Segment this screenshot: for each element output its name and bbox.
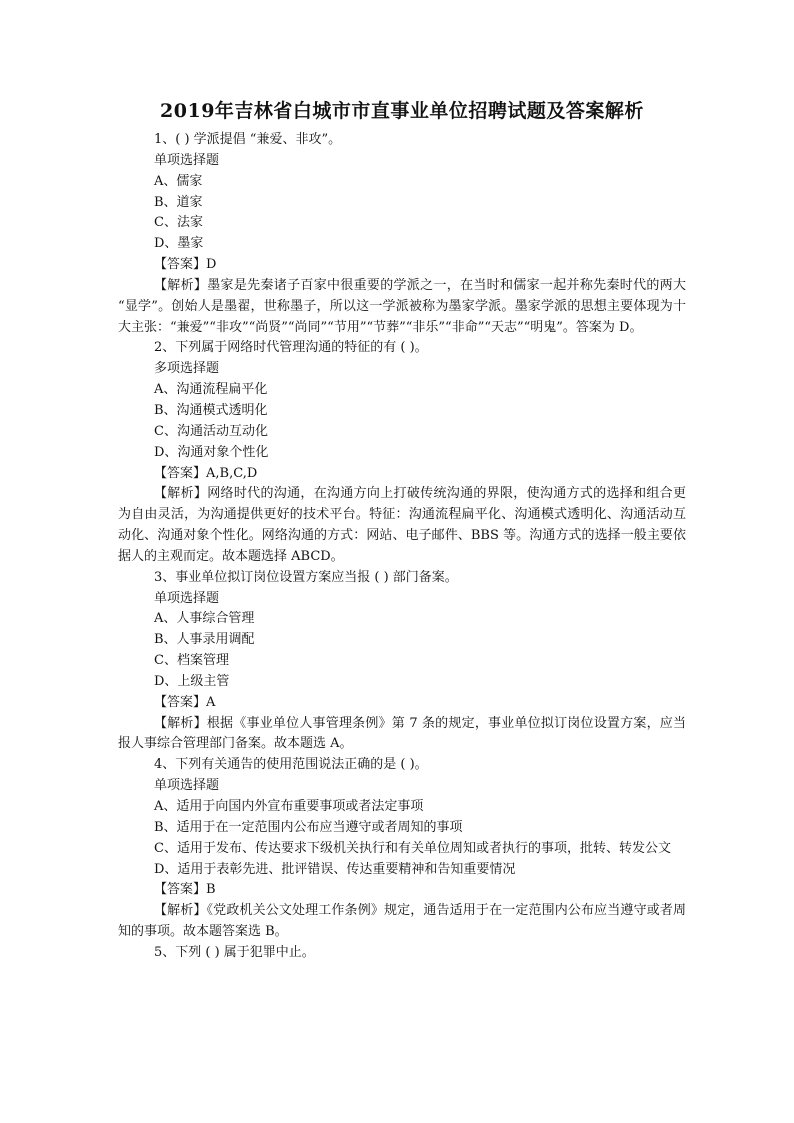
answer: 【答案】A,B,C,D bbox=[154, 465, 258, 481]
option-b: B、适用于在一定范围内公布应当遵守或者周知的事项 bbox=[154, 819, 463, 835]
question-stem: 4、下列有关通告的使用范围说法正确的是 ( )。 bbox=[154, 757, 428, 773]
analysis: 【解析】墨家是先秦诸子百家中很重要的学派之一，在当时和儒家一起并称先秦时代的两大 “显学”。创始人是墨翟，世称墨子，所以这一学派被称为墨家学派。墨家学派的思想主要体现为十大主张：“兼爱”“非攻”“尚贤”“尚同”“节用”“节葬”“非乐”“非命”“天志”“明鬼”。答案为 D。 bbox=[118, 277, 686, 335]
question-1 bbox=[118, 130, 686, 338]
option-b: B、道家 bbox=[154, 194, 203, 210]
option-a: A、人事综合管理 bbox=[154, 611, 255, 627]
analysis: 【解析】《党政机关公文处理工作条例》规定，通告适用于在一定范围内公布应当遵守或者周知的事项。故本题答案选 B。 bbox=[118, 903, 686, 940]
option-a: A、沟通流程扁平化 bbox=[154, 382, 268, 398]
option-d: D、沟通对象个性化 bbox=[154, 444, 269, 460]
option-c: C、法家 bbox=[154, 215, 203, 231]
option-c: C、沟通活动互动化 bbox=[154, 423, 268, 439]
option-c: C、适用于发布、传达要求下级机关执行和有关单位周知或者执行的事项，批转、转发公文 bbox=[154, 840, 671, 856]
option-d: D、墨家 bbox=[154, 236, 204, 252]
question-3 bbox=[118, 568, 686, 756]
question-stem: 1、( ) 学派提倡 “兼爱、非攻”。 bbox=[154, 132, 342, 147]
question-type: 单项选择题 bbox=[154, 778, 220, 794]
analysis: 【解析】根据《事业单位人事管理条例》第 7 条的规定，事业单位拟订岗位设置方案，应当报人事综合管理部门备案。故本题选 A。 bbox=[118, 715, 686, 752]
option-d: D、适用于表彰先进、批评错误、传达重要精神和告知重要情况 bbox=[154, 861, 516, 877]
option-c: C、档案管理 bbox=[154, 653, 229, 669]
answer: 【答案】A bbox=[154, 694, 216, 710]
question-stem: 2、下列属于网络时代管理沟通的特征的有 ( )。 bbox=[154, 340, 428, 356]
answer: 【答案】D bbox=[154, 257, 217, 273]
question-5 bbox=[118, 943, 686, 964]
question-2 bbox=[118, 338, 686, 567]
analysis: 【解析】网络时代的沟通，在沟通方向上打破传统沟通的界限，使沟通方式的选择和组合更为自由灵活，为沟通提供更好的技术平台。特征：沟通流程扁平化、沟通模式透明化、沟通活动互动化、沟通对象个性化。网络沟通的方式：网站、电子邮件、BBS 等。沟通方式的选择一般主要依据人的主观而定。故本题选择 ABCD。 bbox=[118, 486, 686, 564]
option-a: A、适用于向国内外宣布重要事项或者法定事项 bbox=[154, 799, 424, 814]
question-4 bbox=[118, 755, 686, 943]
question-stem: 5、下列 ( ) 属于犯罪中止。 bbox=[154, 944, 315, 960]
document-title: 2019年吉林省白城市市直事业单位招聘试题及答案解析 bbox=[160, 100, 644, 122]
option-b: B、人事录用调配 bbox=[154, 632, 255, 648]
question-stem: 3、事业单位拟订岗位设置方案应当报 ( ) 部门备案。 bbox=[154, 569, 458, 585]
option-d: D、上级主管 bbox=[154, 673, 230, 689]
question-type: 单项选择题 bbox=[154, 590, 220, 606]
document-page bbox=[118, 98, 686, 964]
answer: 【答案】B bbox=[154, 882, 216, 898]
question-type: 单项选择题 bbox=[154, 152, 220, 168]
question-type: 多项选择题 bbox=[154, 361, 220, 377]
option-b: B、沟通模式透明化 bbox=[154, 402, 268, 418]
option-a: A、儒家 bbox=[154, 173, 203, 189]
